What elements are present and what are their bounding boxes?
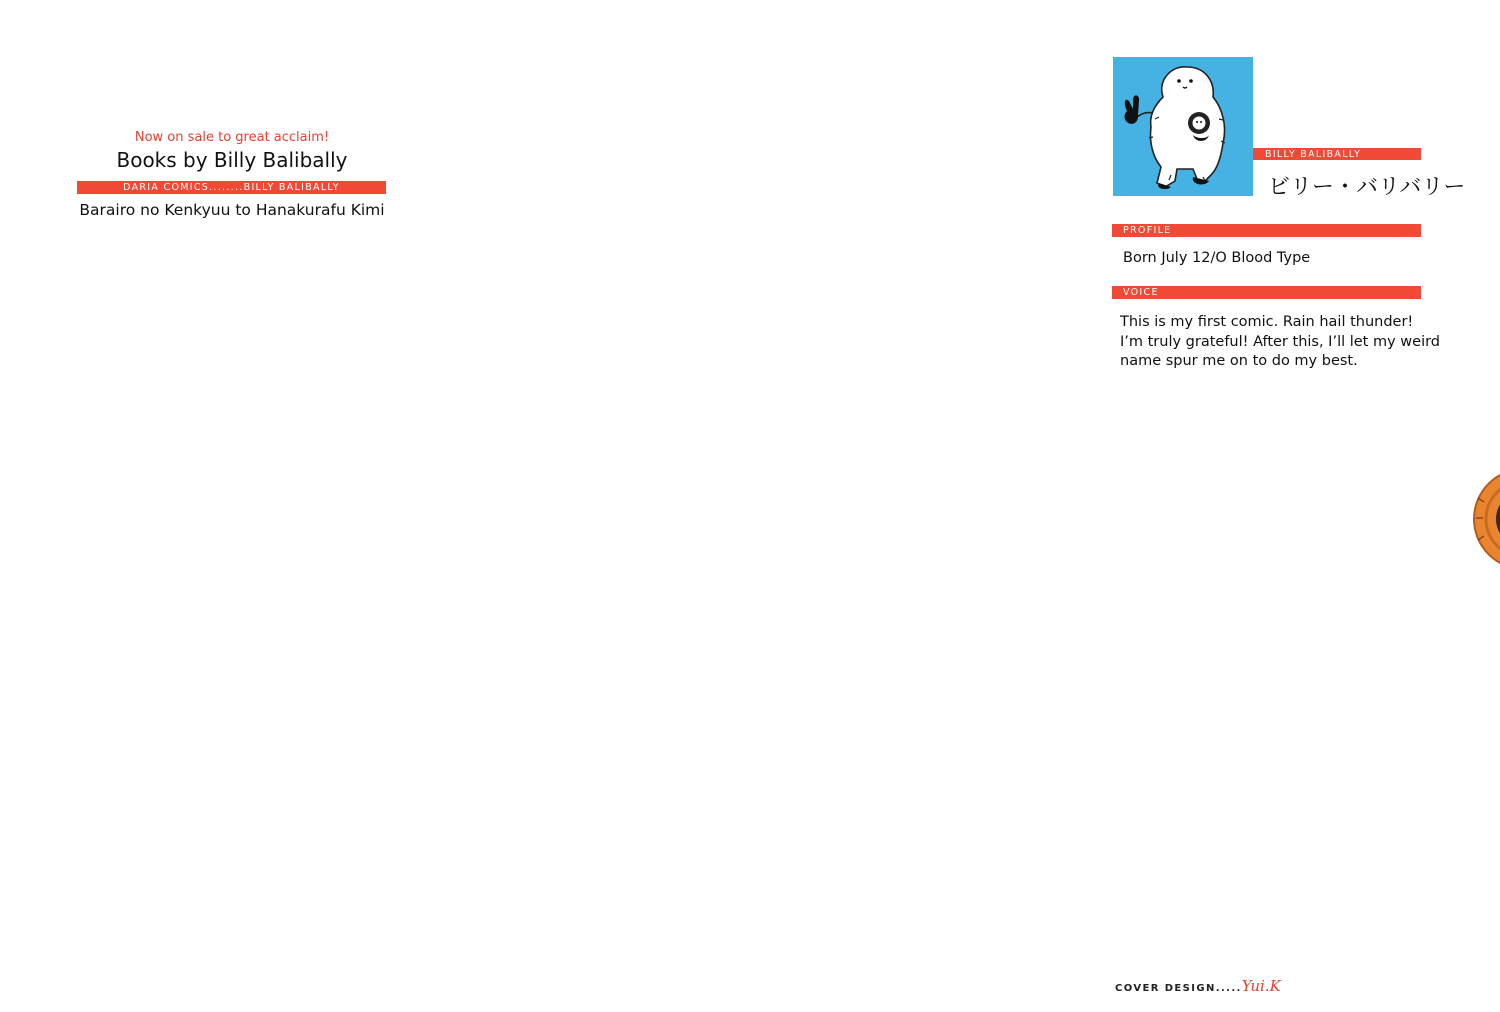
yeti-mascot-illustration: [1113, 57, 1253, 196]
voice-line: name spur me on to do my best.: [1120, 353, 1358, 369]
author-name-japanese: ビリー・バリバリー: [1268, 175, 1466, 200]
promo-bar-label: DARIA COMICS........BILLY BALIBALLY: [77, 181, 386, 194]
voice-text: [1120, 313, 1440, 372]
promo-tagline: Now on sale to great acclaim!: [134, 130, 330, 145]
profile-label: PROFILE: [1112, 224, 1421, 237]
promo-title: Books by Billy Balibally: [116, 148, 348, 172]
voice-line: I’m truly grateful! After this, I’ll let my weird: [1120, 333, 1441, 350]
promo-book-title: Barairo no Kenkyuu to Hanakurafu Kimi: [79, 201, 385, 219]
author-portrait: [1113, 57, 1253, 196]
voice-label: VOICE: [1112, 286, 1421, 299]
author-name-bar: BILLY BALIBALLY: [1253, 148, 1421, 160]
credit-name: Yui.K: [1241, 977, 1281, 995]
credit-label: COVER DESIGN.....: [1115, 983, 1242, 994]
cover-design-credit: [1115, 976, 1281, 995]
decorative-orange-badge: [1472, 468, 1500, 570]
profile-text: Born July 12/O Blood Type: [1123, 250, 1311, 266]
voice-line: This is my first comic. Rain hail thunder!: [1120, 314, 1414, 330]
